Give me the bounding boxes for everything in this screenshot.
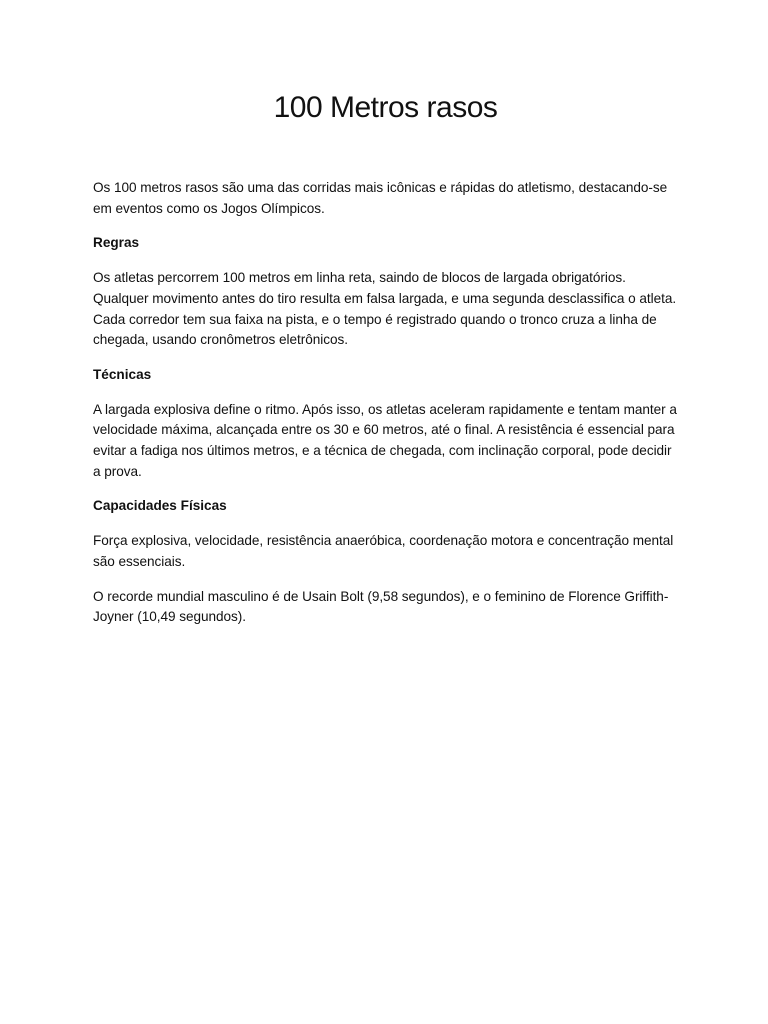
section-text-capacidades: Força explosiva, velocidade, resistência anaeróbica, coordenação motora e concentração mental são essenciais. [93, 533, 674, 569]
intro-paragraph: Os 100 metros rasos são uma das corridas mais icônicas e rápidas do atletismo, destacando-se em eventos como os Jogos Olímpicos. [93, 180, 668, 216]
section-heading-capacidades: Capacidades Físicas [93, 498, 227, 514]
section-text-tecnicas: A largada explosiva define o ritmo. Após isso, os atletas aceleram rapidamente e tentam manter a velocidade máxima, alcançada entre os 30 e 60 metros, até o final. A resistência é essencial para evitar a fadiga nos últimos metros, e a técnica de chegada, com inclinação corporal, pode decidir a prova. [93, 401, 677, 479]
section-heading-regras: Regras [93, 235, 140, 251]
section-heading-tecnicas: Técnicas [93, 366, 152, 382]
section-text-regras: Os atletas percorrem 100 metros em linha reta, saindo de blocos de largada obrigatórios. Qualquer movimento antes do tiro resulta em falsa largada, e uma segunda desclassifica o atleta. Cada corredor tem sua faixa na pista, e o tempo é registrado quando o tronco cruza a linha de chegada, usando cronômetros eletrônicos. [93, 270, 677, 348]
document-body [93, 178, 678, 642]
document-title: 100 Metros rasos [273, 91, 498, 124]
closing-paragraph: O recorde mundial masculino é de Usain Bolt (9,58 segundos), e o feminino de Florence Griffith-Joyner (10,49 segundos). [93, 588, 669, 625]
